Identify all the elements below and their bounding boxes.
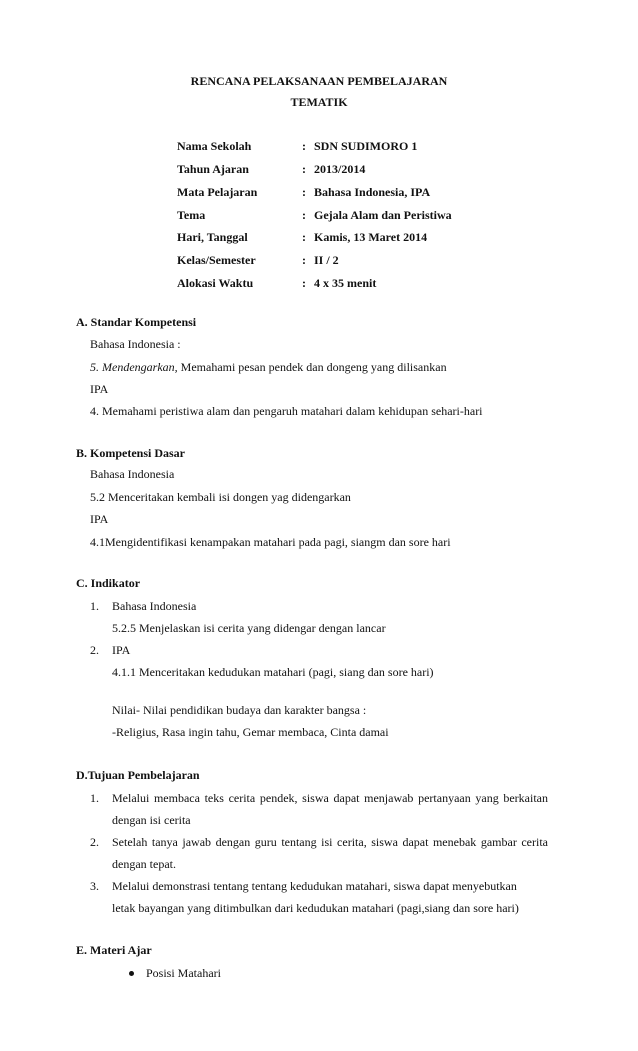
indicator-item: IPA (112, 643, 131, 657)
section-b-line: 4.1Mengidentifikasi kenampakan matahari pada pagi, siangm dan sore hari (90, 535, 451, 549)
identity-colon: : (302, 162, 306, 176)
section-a-italic: 5. Mendengarkan, (90, 360, 178, 374)
identity-colon: : (302, 276, 306, 290)
objective-line: Melalui demonstrasi tentang tentang kedudukan matahari, siswa dapat menyebutkan (112, 879, 517, 893)
section-b-line: Bahasa Indonesia (90, 467, 175, 481)
indicator-sub: 5.2.5 Menjelaskan isi cerita yang didengar dengan lancar (112, 621, 386, 635)
list-number: 3. (90, 879, 99, 893)
identity-colon: : (302, 185, 306, 199)
identity-value: II / 2 (314, 253, 339, 267)
identity-label: Hari, Tanggal (177, 230, 248, 244)
identity-value: Gejala Alam dan Peristiwa (314, 208, 452, 222)
values-title: Nilai- Nilai pendidikan budaya dan karakter bangsa : (112, 703, 367, 717)
section-a-line-rest: Memahami pesan pendek dan dongeng yang dilisankan (177, 360, 447, 374)
section-a-line: 4. Memahami peristiwa alam dan pengaruh matahari dalam kehidupan sehari-hari (90, 404, 483, 418)
list-number: 2. (90, 643, 99, 657)
values-list: -Religius, Rasa ingin tahu, Gemar membaca, Cinta damai (112, 725, 389, 739)
section-a-heading: A. Standar Kompetensi (76, 315, 197, 329)
identity-colon: : (302, 208, 306, 222)
identity-label: Nama Sekolah (177, 139, 252, 153)
list-number: 1. (90, 791, 99, 805)
objective-line: Setelah tanya jawab dengan guru tentang isi cerita, siswa dapat menebak gambar cerita (112, 835, 548, 849)
section-b-heading: B. Kompetensi Dasar (76, 446, 185, 460)
indicator-item: Bahasa Indonesia (112, 599, 197, 613)
identity-value: SDN SUDIMORO 1 (314, 139, 418, 153)
document-title: RENCANA PELAKSANAAN PEMBELAJARAN (190, 74, 448, 88)
section-b-line: 5.2 Menceritakan kembali isi dongen yag didengarkan (90, 490, 351, 504)
identity-colon: : (302, 230, 306, 244)
objective-line: letak bayangan yang ditimbulkan dari kedudukan matahari (pagi,siang dan sore hari) (112, 901, 519, 915)
objective-line: dengan isi cerita (112, 813, 191, 827)
objective-line: Melalui membaca teks cerita pendek, siswa dapat menjawab pertanyaan yang berkaitan (112, 791, 548, 805)
section-e-heading: E. Materi Ajar (76, 943, 152, 957)
identity-label: Tahun Ajaran (177, 162, 249, 176)
identity-value: Bahasa Indonesia, IPA (314, 185, 431, 199)
section-b-line: IPA (90, 512, 109, 526)
indicator-sub: 4.1.1 Menceritakan kedudukan matahari (pagi, siang dan sore hari) (112, 665, 434, 679)
bullet-icon (129, 971, 134, 976)
identity-label: Alokasi Waktu (177, 276, 254, 290)
section-a-line: IPA (90, 382, 109, 396)
section-d-heading: D.Tujuan Pembelajaran (76, 768, 200, 782)
section-a-line (90, 360, 447, 374)
list-number: 1. (90, 599, 99, 613)
objective-line: dengan tepat. (112, 857, 176, 871)
identity-label: Tema (177, 208, 206, 222)
identity-value: Kamis, 13 Maret 2014 (314, 230, 428, 244)
list-number: 2. (90, 835, 99, 849)
identity-colon: : (302, 139, 306, 153)
identity-colon: : (302, 253, 306, 267)
identity-value: 4 x 35 menit (314, 276, 377, 290)
material-item: Posisi Matahari (146, 966, 221, 980)
section-c-heading: C. Indikator (76, 576, 141, 590)
identity-value: 2013/2014 (314, 162, 366, 176)
identity-label: Mata Pelajaran (177, 185, 258, 199)
document-subtitle: TEMATIK (290, 95, 348, 109)
identity-label: Kelas/Semester (177, 253, 256, 267)
section-a-line: Bahasa Indonesia : (90, 337, 181, 351)
